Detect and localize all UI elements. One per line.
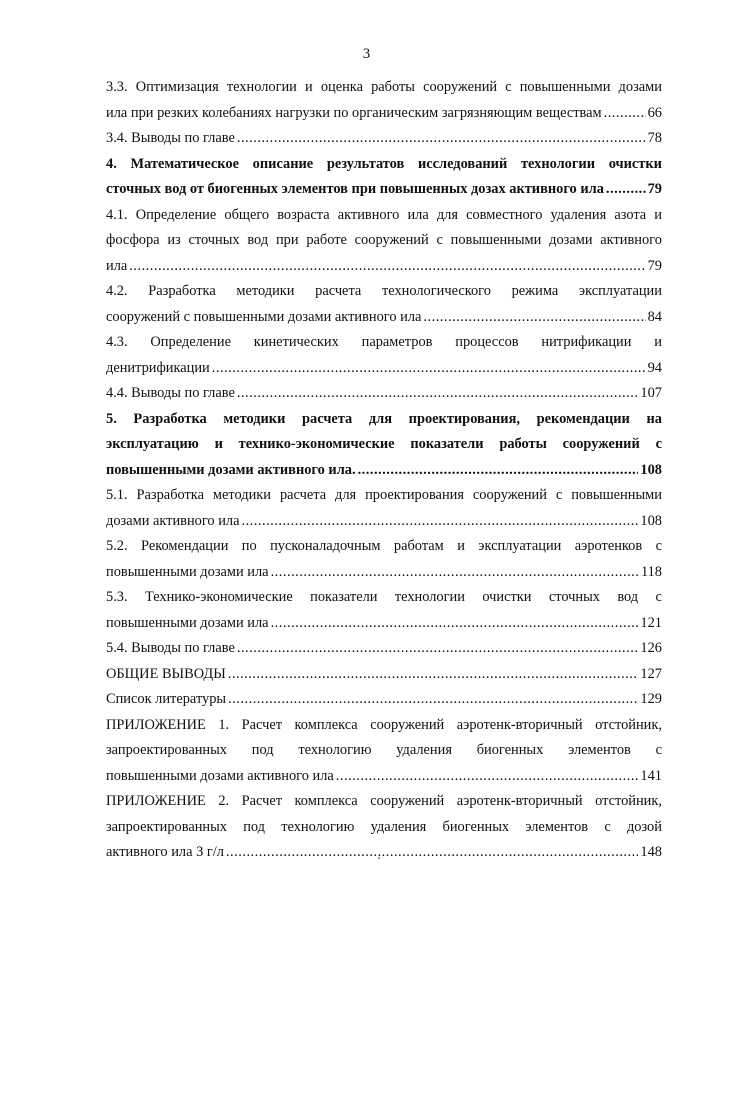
toc-line: [106, 177, 662, 203]
toc-word: технологию: [298, 742, 372, 758]
toc-page-number: 108: [640, 512, 662, 529]
toc-page-number: 118: [640, 563, 662, 580]
dot-leader: [228, 662, 639, 688]
toc-word: очистки: [482, 589, 532, 605]
dot-leader: [423, 305, 645, 331]
toc-word: Определение: [135, 206, 217, 223]
toc-word: из: [167, 232, 181, 248]
toc-line: [106, 789, 662, 815]
toc-line: [106, 458, 662, 484]
dot-leader: [358, 458, 639, 484]
toc-word: очистки: [608, 155, 662, 172]
toc-line: [106, 75, 662, 101]
page-number: 3: [362, 46, 371, 62]
toc-word: под: [251, 742, 274, 758]
toc-word: работы: [499, 436, 547, 452]
toc-entry-text: дозами активного ила: [106, 512, 240, 529]
dot-leader: [604, 101, 646, 127]
toc-word: запроектированных: [106, 818, 227, 835]
toc-line: [106, 279, 662, 305]
toc-word: с: [655, 742, 662, 758]
toc-word: 3.3.: [106, 79, 128, 95]
scan-speck: [378, 857, 380, 859]
toc-word: параметров: [361, 334, 433, 350]
toc-line: [106, 152, 662, 178]
toc-word: показатели: [410, 436, 484, 452]
toc-line: [106, 636, 662, 662]
toc-line: [106, 534, 662, 560]
toc-entry-5-1: [106, 483, 662, 534]
toc-word: ПРИЛОЖЕНИЕ: [106, 793, 206, 809]
toc-word: для: [436, 206, 458, 223]
toc-entry-text: ила: [106, 257, 128, 274]
toc-page-number: 66: [647, 104, 662, 121]
toc-word: пусконаладочным: [270, 538, 381, 554]
toc-entry-appendix-2: [106, 789, 662, 866]
toc-entry-text: 4.4. Выводы по главе: [106, 385, 235, 401]
toc-word: с: [436, 232, 443, 248]
toc-word: Рекомендации: [141, 538, 229, 554]
toc-page-number: 121: [640, 614, 662, 631]
toc-word: Разработка: [133, 410, 207, 427]
toc-word: с: [505, 79, 512, 95]
toc-word: при: [275, 232, 299, 248]
toc-entry-text: повышенными дозами активного ила.: [106, 461, 356, 478]
toc-entry-3-4: [106, 126, 662, 152]
toc-word: методики: [223, 410, 286, 427]
dot-leader: [228, 687, 638, 713]
dot-leader: [237, 381, 639, 407]
dot-leader: [271, 611, 639, 637]
toc-entry-text: активного ила 3 г/л: [106, 844, 224, 860]
toc-word: Математическое: [130, 155, 239, 172]
toc-word: 4.2.: [106, 283, 128, 299]
toc-line: [106, 432, 662, 458]
toc-word: кинетических: [253, 334, 339, 350]
toc-entry-text: 3.4. Выводы по главе: [106, 130, 235, 146]
toc-page-number: 84: [647, 308, 662, 325]
toc-word: и: [654, 206, 662, 223]
toc-line: [106, 560, 662, 586]
toc-word: сточных: [548, 589, 600, 605]
toc-word: исследований: [417, 155, 508, 172]
toc-word: на: [646, 410, 662, 427]
toc-word: 4.3.: [106, 334, 128, 350]
toc-page-number: 126: [640, 640, 662, 656]
toc-word: сооружений: [370, 716, 445, 733]
table-of-contents: [106, 75, 662, 866]
toc-word: 5.: [106, 410, 117, 427]
toc-entry-4-1: [106, 203, 662, 280]
toc-word: повышенными: [450, 232, 542, 248]
dot-leader: [237, 636, 639, 662]
toc-word: и: [457, 538, 465, 554]
toc-page-number: 127: [640, 665, 662, 682]
toc-word: дозами: [549, 232, 593, 248]
toc-word: технологии: [520, 155, 595, 172]
toc-entry-4-4: [106, 381, 662, 407]
toc-entry-text: повышенными дозами ила: [106, 563, 269, 580]
toc-word: расчета: [279, 487, 327, 503]
toc-line: [106, 407, 662, 433]
toc-word: результатов: [326, 155, 405, 172]
toc-word: 1.: [218, 716, 230, 733]
toc-entry-text: повышенными дозами активного ила: [106, 767, 334, 784]
toc-word: биогенных: [442, 818, 510, 835]
toc-word: эксплуатации: [578, 283, 662, 299]
toc-line: [106, 305, 662, 331]
toc-entry-3-3: [106, 75, 662, 126]
toc-word: расчета: [302, 410, 353, 427]
toc-word: сооружений: [354, 232, 429, 248]
toc-word: методики: [236, 283, 295, 299]
toc-entry-5-2: [106, 534, 662, 585]
toc-word: описание: [252, 155, 314, 172]
toc-word: Расчет: [241, 793, 283, 809]
toc-word: комплекса: [294, 716, 358, 733]
toc-word: сооружений: [370, 793, 445, 809]
toc-line: [106, 381, 662, 407]
toc-line: [106, 840, 662, 866]
toc-word: ила: [407, 206, 429, 223]
toc-word: работы: [371, 79, 415, 95]
toc-word: аэротенков: [574, 538, 643, 554]
toc-word: и: [214, 436, 223, 452]
toc-line: [106, 815, 662, 841]
toc-page-number: 107: [640, 385, 662, 401]
toc-line: [106, 611, 662, 637]
toc-word: процессов: [455, 334, 519, 350]
toc-word: сооружений: [472, 487, 547, 503]
toc-word: комплекса: [294, 793, 358, 809]
toc-word: фосфора: [106, 232, 160, 248]
toc-word: удаления: [370, 818, 427, 835]
toc-entry-text: повышенными дозами ила: [106, 614, 269, 631]
toc-word: для: [368, 410, 393, 427]
toc-word: 5.3.: [106, 589, 128, 605]
toc-word: возраста: [277, 206, 330, 223]
toc-entry-text: ила при резких колебаниях нагрузки по органическим загрязняющим веществам: [106, 104, 602, 121]
toc-word: 5.2.: [106, 538, 128, 554]
toc-line: [106, 330, 662, 356]
toc-page-number: 79: [647, 181, 662, 197]
toc-word: технико-экономические: [238, 436, 395, 452]
toc-page-number: 79: [647, 257, 662, 274]
toc-page-number: 148: [640, 844, 662, 860]
toc-word: с: [655, 538, 662, 554]
toc-page-number: 129: [640, 691, 662, 707]
toc-line: [106, 101, 662, 127]
toc-entry-5-4: [106, 636, 662, 662]
toc-word: вод: [247, 232, 269, 248]
dot-leader: [336, 764, 639, 790]
toc-word: удаления: [550, 206, 607, 223]
toc-page-number: 108: [640, 461, 662, 478]
dot-leader: [129, 254, 645, 280]
toc-line: [106, 509, 662, 535]
toc-word: удаления: [396, 742, 452, 758]
toc-word: Разработка: [136, 487, 204, 503]
toc-line: [106, 254, 662, 280]
toc-entry-text: ОБЩИЕ ВЫВОДЫ: [106, 665, 226, 682]
dot-leader: [271, 560, 639, 586]
toc-word: с: [655, 436, 662, 452]
toc-word: оценка: [320, 79, 363, 95]
toc-word: технологии: [394, 589, 465, 605]
toc-word: азота: [614, 206, 647, 223]
toc-word: запроектированных: [106, 742, 227, 758]
toc-line: [106, 764, 662, 790]
toc-page-number: 94: [647, 359, 662, 376]
toc-entry-appendix-1: [106, 713, 662, 790]
toc-word: отстойник,: [595, 716, 662, 733]
toc-word: Технико-экономические: [144, 589, 293, 605]
toc-line: [106, 356, 662, 382]
toc-word: режима: [511, 283, 559, 299]
toc-word: 4.1.: [106, 206, 128, 223]
toc-word: нитрификации: [541, 334, 632, 350]
toc-word: проектирования,: [408, 410, 520, 427]
toc-word: аэротенк-вторичный: [456, 793, 583, 809]
toc-entry-conclusions: [106, 662, 662, 688]
toc-word: 4.: [106, 155, 117, 172]
toc-entry-text: Список литературы: [106, 691, 227, 707]
toc-line: [106, 585, 662, 611]
toc-entry-4-3: [106, 330, 662, 381]
toc-word: отстойник,: [595, 793, 662, 809]
dot-leader: [606, 177, 646, 203]
toc-word: дозами: [618, 79, 662, 95]
toc-word: Разработка: [148, 283, 216, 299]
toc-entry-text: 5.4. Выводы по главе: [106, 640, 235, 656]
toc-word: расчета: [315, 283, 362, 299]
toc-word: и: [654, 334, 662, 350]
toc-line: [106, 126, 662, 152]
toc-line: [106, 687, 662, 713]
toc-line: [106, 662, 662, 688]
toc-word: дозой: [626, 818, 662, 835]
toc-entry-4: [106, 152, 662, 203]
toc-word: повышенными: [519, 79, 611, 95]
toc-word: для: [335, 487, 357, 503]
toc-word: под: [243, 818, 266, 835]
toc-word: Определение: [150, 334, 231, 350]
toc-word: вод: [617, 589, 639, 605]
toc-word: работе: [306, 232, 347, 248]
toc-word: повышенными: [571, 487, 662, 503]
toc-word: с: [555, 487, 563, 503]
toc-word: активного: [337, 206, 400, 223]
dot-leader: [241, 509, 638, 535]
toc-line: [106, 228, 662, 254]
toc-line: [106, 738, 662, 764]
toc-page-number: 78: [647, 130, 662, 146]
toc-page-number: 141: [640, 767, 662, 784]
toc-word: элементов: [568, 742, 631, 758]
toc-entry-text: сточных вод от биогенных элементов при повышенных дозах активного ила: [106, 181, 604, 197]
toc-line: [106, 483, 662, 509]
toc-word: с: [604, 818, 611, 835]
toc-word: проектирования: [365, 487, 464, 503]
toc-line: [106, 713, 662, 739]
toc-entry-4-2: [106, 279, 662, 330]
toc-word: технологического: [381, 283, 491, 299]
toc-word: 2.: [218, 793, 230, 809]
toc-word: сооружений: [423, 79, 498, 95]
toc-entry-5-3: [106, 585, 662, 636]
dot-leader: [237, 126, 646, 152]
toc-word: технологии: [226, 79, 297, 95]
toc-word: ПРИЛОЖЕНИЕ: [106, 716, 206, 733]
toc-word: биогенных: [476, 742, 544, 758]
toc-word: эксплуатацию: [106, 436, 199, 452]
toc-word: Расчет: [241, 716, 283, 733]
toc-entry-5: [106, 407, 662, 484]
dot-leader: [212, 356, 646, 382]
toc-word: совместного: [466, 206, 543, 223]
toc-word: эксплуатации: [478, 538, 562, 554]
toc-word: технологию: [281, 818, 355, 835]
toc-word: сооружений: [562, 436, 640, 452]
toc-word: по: [241, 538, 257, 554]
dot-leader: [226, 840, 638, 866]
toc-word: работам: [393, 538, 444, 554]
toc-word: 5.1.: [106, 487, 128, 503]
toc-word: с: [655, 589, 662, 605]
toc-word: Оптимизация: [135, 79, 219, 95]
toc-word: общего: [224, 206, 270, 223]
toc-entry-references: [106, 687, 662, 713]
toc-word: показатели: [310, 589, 378, 605]
toc-word: и: [305, 79, 313, 95]
toc-word: методики: [212, 487, 271, 503]
toc-word: рекомендации: [536, 410, 630, 427]
toc-entry-text: денитрификации: [106, 359, 210, 376]
toc-word: сточных: [188, 232, 240, 248]
toc-line: [106, 203, 662, 229]
toc-word: элементов: [525, 818, 589, 835]
toc-entry-text: сооружений с повышенными дозами активного ила: [106, 308, 422, 325]
toc-word: аэротенк-вторичный: [456, 716, 583, 733]
toc-word: активного: [600, 232, 662, 248]
